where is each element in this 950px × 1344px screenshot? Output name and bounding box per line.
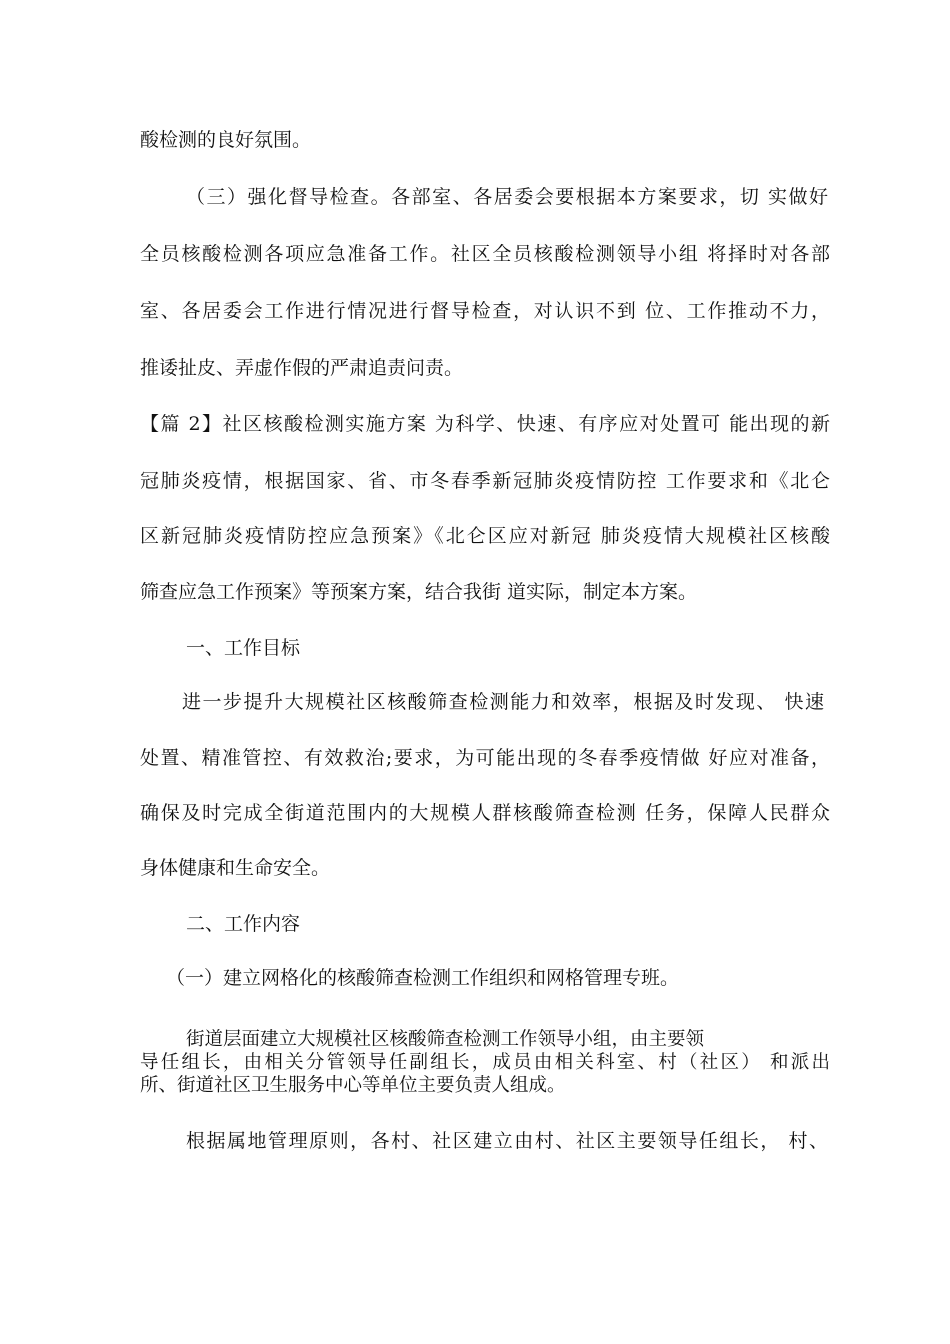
paragraph-line-8: 区新冠肺炎疫情防控应急预案》《北仑区应对新冠 肺炎疫情大规模社区核酸 (140, 525, 830, 547)
paragraph-line-6: 【篇 2】社区核酸检测实施方案 为科学、快速、有序应对处置可 能出现的新 (140, 413, 830, 435)
section-heading-2: 二、工作内容 (186, 913, 301, 935)
paragraph-line-18: 根据属地管理原则，各村、社区建立由村、社区主要领导任组长， 村、 (186, 1130, 828, 1152)
section-heading-1: 一、工作目标 (186, 637, 301, 659)
paragraph-line-14: （一）建立网格化的核酸筛查检测工作组织和网格管理专班。 (166, 967, 680, 989)
paragraph-line-12: 确保及时完成全街道范围内的大规模人群核酸筛查检测 任务，保障人民群众 (140, 802, 830, 824)
paragraph-line-13: 身体健康和生命安全。 (140, 857, 331, 879)
paragraph-line-10: 进一步提升大规模社区核酸筛查检测能力和效率，根据及时发现、 快速 (182, 691, 824, 713)
paragraph-line-3: 全员核酸检测各项应急准备工作。社区全员核酸检测领导小组 将择时对各部 (140, 243, 830, 265)
paragraph-line-5: 推诿扯皮、弄虚作假的严肃追责问责。 (140, 357, 464, 379)
paragraph-line-4: 室、各居委会工作进行情况进行督导检查，对认识不到 位、工作推动不力， (140, 300, 830, 322)
paragraph-line-7: 冠肺炎疫情，根据国家、省、市冬春季新冠肺炎疫情防控 工作要求和《北仑 (140, 470, 830, 492)
paragraph-line-17: 所、街道社区卫生服务中心等单位主要负责人组成。 (140, 1075, 566, 1096)
paragraph-line-9: 筛查应急工作预案》等预案方案，结合我街 道实际，制定本方案。 (140, 581, 698, 603)
paragraph-line-15: 街道层面建立大规模社区核酸筛查检测工作领导小组，由主要领 (186, 1029, 705, 1050)
paragraph-line-11: 处置、精准管控、有效救治;要求，为可能出现的冬春季疫情做 好应对准备， (140, 747, 830, 769)
paragraph-line-16: 导任组长，由相关分管领导任副组长，成员由相关科室、村（社区） 和派出 (140, 1052, 830, 1073)
paragraph-line-2: （三）强化督导检查。各部室、各居委会要根据本方案要求，切 实做好 (186, 186, 828, 208)
paragraph-line-1: 酸检测的良好氛围。 (140, 129, 312, 151)
